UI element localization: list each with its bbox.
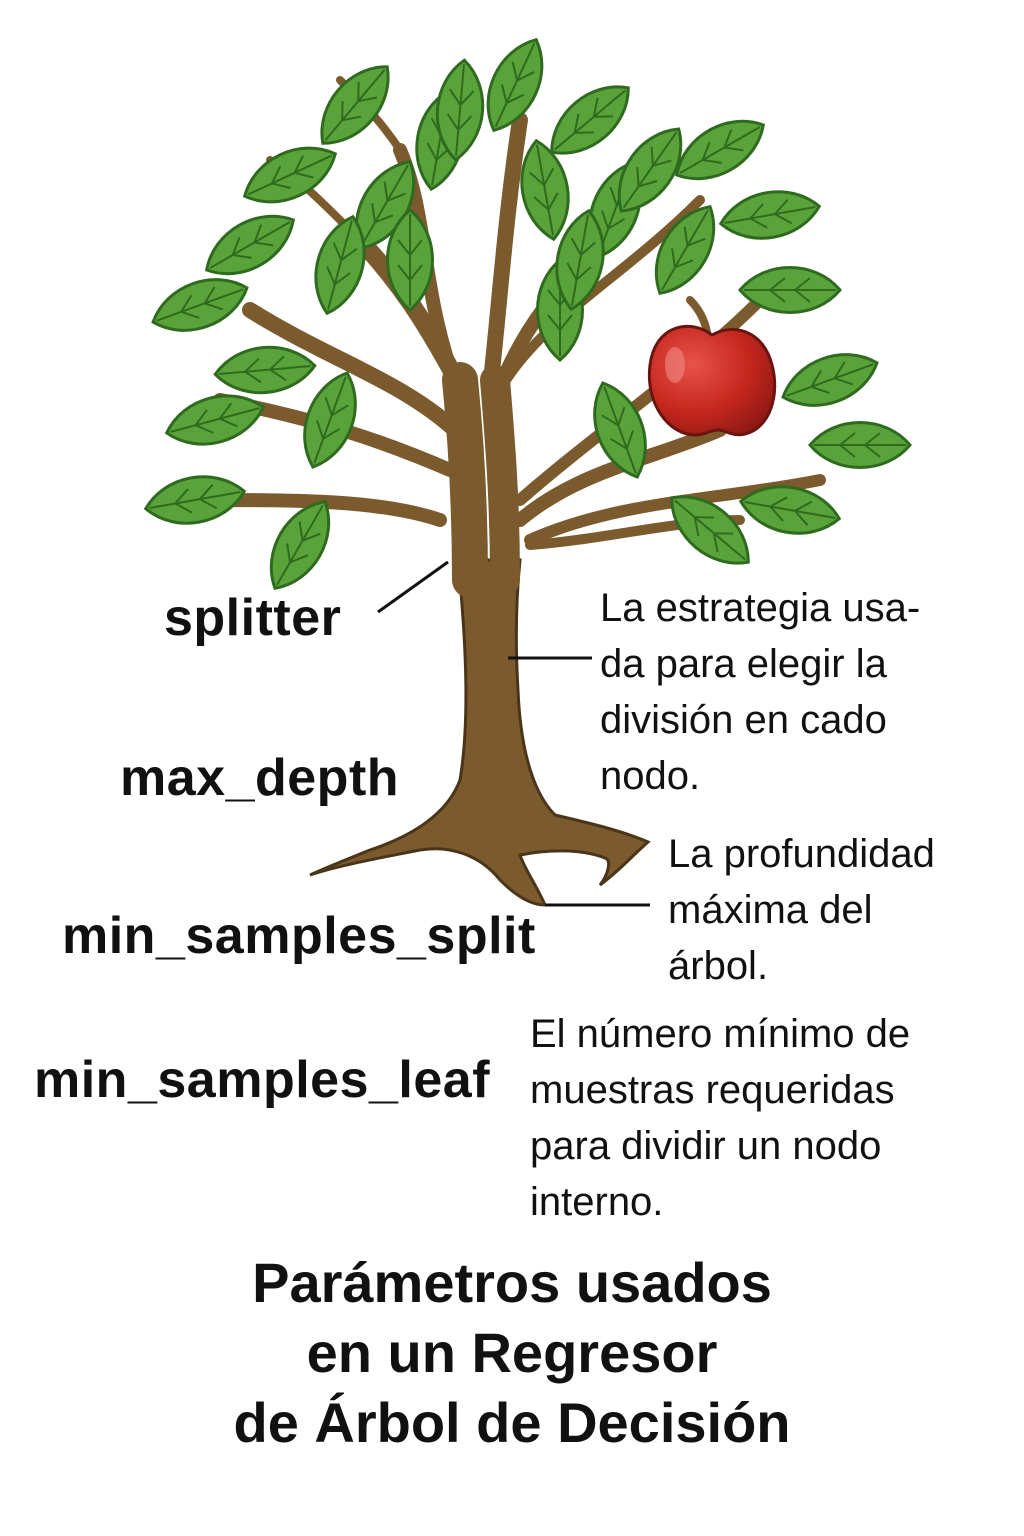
description-splitter xyxy=(600,580,920,804)
param-min-samples-split: min_samples_split xyxy=(62,907,536,965)
description-line: interno. xyxy=(530,1180,664,1224)
description-line: para dividir un nodo xyxy=(530,1124,882,1168)
diagram-title xyxy=(0,1248,1024,1458)
description-line: máxima del xyxy=(668,888,873,932)
description-line: árbol. xyxy=(668,944,769,988)
param-min-samples-leaf: min_samples_leaf xyxy=(34,1051,491,1109)
title-line: en un Regresor xyxy=(306,1321,718,1384)
description-line: división en cado xyxy=(600,698,887,742)
description-line: da para elegir la xyxy=(600,642,887,686)
callout-line-splitter xyxy=(378,562,448,612)
description-line: muestras requeridas xyxy=(530,1068,895,1112)
description-max-depth xyxy=(668,826,935,994)
description-line: La profundidad xyxy=(668,832,935,876)
description-line: La estrategia usa- xyxy=(600,586,921,630)
description-line: El número mínimo de xyxy=(530,1012,911,1056)
title-line: Parámetros usados xyxy=(252,1251,772,1314)
param-max-depth: max_depth xyxy=(120,749,400,807)
description-line: nodo. xyxy=(600,754,701,798)
param-splitter: splitter xyxy=(164,589,342,647)
description-min-samples-split xyxy=(530,1006,910,1230)
title-line: de Árbol de Decisión xyxy=(233,1391,791,1454)
